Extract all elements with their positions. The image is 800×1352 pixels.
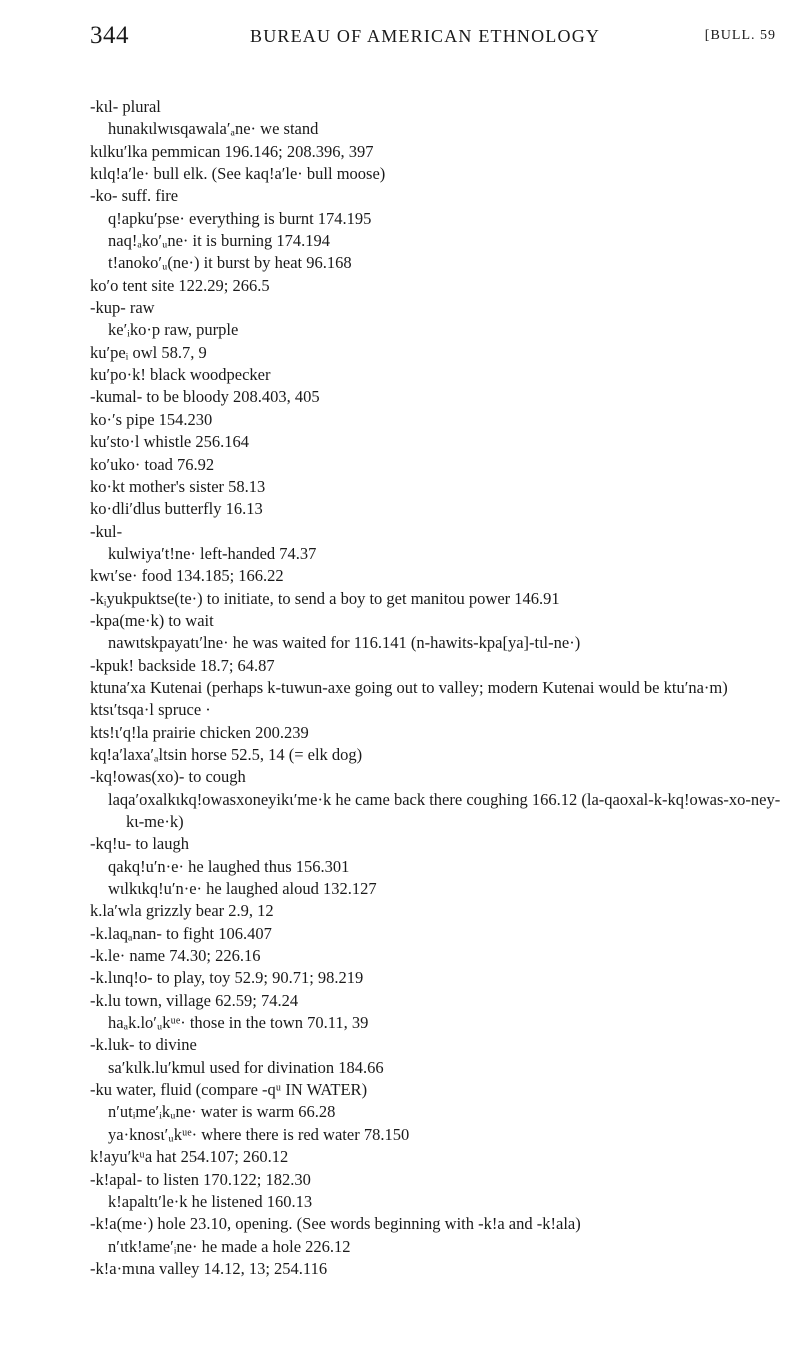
- sub-entry: naq!ₐko′ᵤne· it is burning 174.194: [108, 231, 331, 251]
- dictionary-entry: ko′uko· toad 76.92: [90, 454, 215, 474]
- dictionary-entry: kq!a′laxa′ₐltsin horse 52.5, 14 (= elk dog): [90, 744, 363, 764]
- dictionary-entry: ku′peᵢ owl 58.7, 9: [90, 342, 207, 362]
- dictionary-entry: kwɩ′se· food 134.185; 166.22: [90, 566, 284, 586]
- sub-entry: n′utᵢme′ᵢkᵤne· water is warm 66.28: [108, 1102, 336, 1122]
- dictionary-entry: ku′po·k! black woodpecker: [90, 365, 271, 385]
- dictionary-entry: k.la′wla grizzly bear 2.9, 12: [90, 901, 274, 921]
- sub-entry: n′ɩtk!ame′ᵢne· he made a hole 226.12: [108, 1236, 351, 1256]
- dictionary-entry: kɩlku′lka pemmican 196.146; 208.396, 397: [90, 141, 374, 161]
- dictionary-entry: -kq!owas(xo)- to cough: [90, 767, 246, 787]
- sub-entry: nawɩtskpayatɩ′lne· he was waited for 116.141 (n-hawits-kpa[ya]-tɩl-ne·): [108, 633, 581, 653]
- page-number: 344: [90, 22, 129, 49]
- dictionary-entry: -k!apal- to listen 170.122; 182.30: [90, 1169, 311, 1189]
- entry-list: [90, 96, 790, 1280]
- sub-entry: q!apku′pse· everything is burnt 174.195: [108, 208, 372, 228]
- sub-entry: ke′ᵢko·p raw, purple: [108, 320, 239, 340]
- dictionary-entry: ku′sto·l whistle 256.164: [90, 432, 249, 452]
- dictionary-entry: -ko- suff. fire: [90, 186, 179, 206]
- dictionary-entry: -kq!u- to laugh: [90, 834, 189, 854]
- sub-entry: ya·knosɩ′ᵤkᵘᵉ· where there is red water 78.150: [108, 1124, 410, 1144]
- dictionary-entry: kts!ɩ′q!la prairie chicken 200.239: [90, 722, 309, 742]
- dictionary-entry: -k.lɩnq!o- to play, toy 52.9; 90.71; 98.219: [90, 968, 364, 988]
- bulletin-label: [BULL. 59: [704, 28, 776, 43]
- dictionary-entry: -kumal- to be bloody 208.403, 405: [90, 387, 320, 407]
- page-header: [90, 22, 780, 52]
- dictionary-entry: ktuna′xa Kutenai (perhaps k-tuwun-axe going out to valley; modern Kutenai would be ktu′na·m): [90, 677, 728, 697]
- dictionary-entry: -kpuk! backside 18.7; 64.87: [90, 655, 275, 675]
- dictionary-entry: -kul-: [90, 521, 123, 541]
- sub-entry: hunakɩlwɩsqawala′ₐne· we stand: [108, 119, 319, 139]
- dictionary-entry: -kpa(me·k) to wait: [90, 610, 214, 630]
- dictionary-entry: -k.lu town, village 62.59; 74.24: [90, 990, 299, 1010]
- running-title: BUREAU OF AMERICAN ETHNOLOGY: [250, 26, 601, 46]
- sub-entry: k!apaltɩ′le·k he listened 160.13: [108, 1191, 313, 1211]
- sub-entry: haₐk.lo′ᵤkᵘᵉ· those in the town 70.11, 39: [108, 1013, 369, 1033]
- dictionary-entry: -k.le· name 74.30; 226.16: [90, 946, 261, 966]
- dictionary-entry: -k!a(me·) hole 23.10, opening. (See words beginning with -k!a and -k!ala): [90, 1214, 581, 1234]
- dictionary-entry: ko·′s pipe 154.230: [90, 409, 213, 429]
- dictionary-entry: -k.luk- to divine: [90, 1035, 197, 1055]
- sub-entry: kulwiya′t!ne· left-handed 74.37: [108, 543, 317, 563]
- dictionary-entry: kɩlq!a′le· bull elk. (See kaq!a′le· bull moose): [90, 164, 386, 184]
- sub-entry: wɩlkɩkq!u′n·e· he laughed aloud 132.127: [108, 879, 377, 899]
- sub-entry: laqa′oxalkɩkq!owasxoneyikɩ′me·k he came back there coughing 166.12 (la-qaoxal-k-kq!owas-xo-ney-kɩ-me·k): [108, 789, 781, 831]
- sub-entry: sa′kɩlk.lu′kmul used for divination 184.66: [108, 1057, 384, 1077]
- dictionary-entry: k!ayu′kᵘa hat 254.107; 260.12: [90, 1147, 289, 1167]
- sub-entry: t!anoko′ᵤ(ne·) it burst by heat 96.168: [108, 253, 352, 273]
- dictionary-entry: -kup- raw: [90, 298, 155, 318]
- dictionary-entry: ktsɩ′tsqa·l spruce ·: [90, 700, 211, 720]
- dictionary-entry: -kᵢyukpuktse(te·) to initiate, to send a boy to get manitou power 146.91: [90, 588, 560, 608]
- dictionary-entry: -ku water, fluid (compare -qᵘ IN WATER): [90, 1080, 368, 1100]
- dictionary-entry: ko·kt mother's sister 58.13: [90, 476, 266, 496]
- dictionary-entry: -k.laqₐnan- to fight 106.407: [90, 923, 272, 943]
- dictionary-entry: ko·dli′dlus butterfly 16.13: [90, 499, 263, 519]
- dictionary-entry: -k!a·mɩna valley 14.12, 13; 254.116: [90, 1258, 328, 1278]
- dictionary-entry: ko′o tent site 122.29; 266.5: [90, 275, 270, 295]
- sub-entry: qakq!u′n·e· he laughed thus 156.301: [108, 856, 350, 876]
- dictionary-entry: -kɩl- plural: [90, 97, 161, 116]
